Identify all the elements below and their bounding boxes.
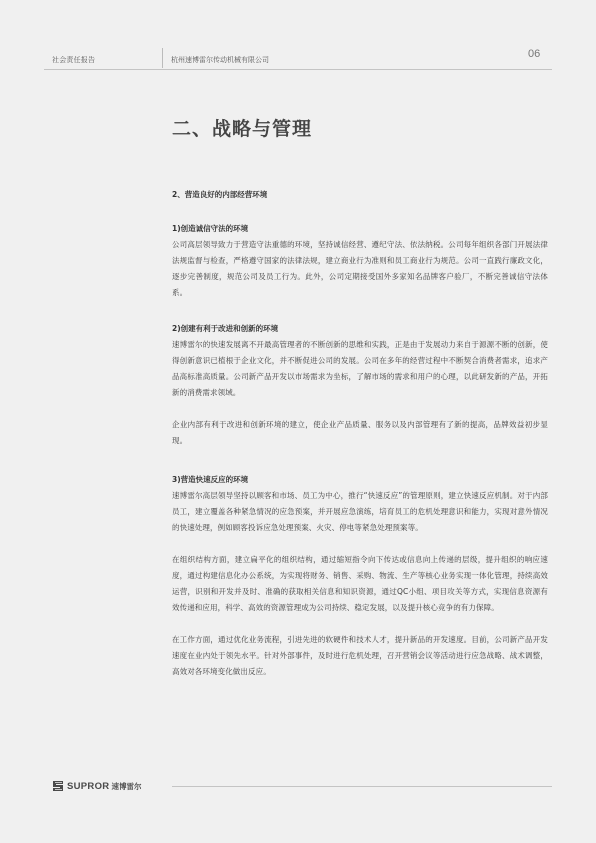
page-header — [0, 0, 596, 80]
logo-text-cn: 速博雷尔 — [111, 781, 142, 791]
subsection-title: 2、营造良好的内部经营环境 — [172, 190, 268, 199]
block-heading: 1)创造诚信守法的环境 — [172, 224, 249, 233]
paragraph: 公司高层领导致力于营造守法重德的环境，坚持诚信经营、遵纪守法、依法纳税。公司每年组织各部门开展法律法规监督与检查，严格遵守国家的法律法规，建立商业行为准则和员工商业行为规范。公司一直践行廉政文化，逐步完善制度，规范公司及员工行为。此外，公司定期接受国外多家知名品牌客户验厂，不断完善诚信守法体系。 — [172, 240, 548, 297]
footer-rule — [172, 786, 552, 787]
page-footer — [0, 775, 596, 805]
block-heading: 2)创建有利于改进和创新的环境 — [172, 324, 279, 333]
block-innovation — [172, 321, 548, 449]
block-integrity — [172, 221, 548, 301]
logo-text-en: SUPROR — [67, 780, 110, 792]
report-name: 社会责任报告 — [52, 56, 96, 64]
supror-logo-icon — [52, 780, 64, 792]
page-number: 06 — [528, 48, 541, 60]
paragraph: 企业内部有利于改进和创新环境的建立，使企业产品质量、服务以及内部管理有了新的提高，品牌效益初步显现。 — [172, 420, 548, 445]
block-heading: 3)营造快速反应的环境 — [172, 475, 249, 484]
header-rule — [44, 69, 552, 70]
company-name: 杭州速博雷尔传动机械有限公司 — [171, 56, 269, 64]
block-rapid-response — [172, 472, 548, 680]
paragraph: 速博雷尔的快速发展离不开最高管理者的不断创新的思维和实践，正是由于发展动力来自于源源不断的创新，使得创新意识已植根于企业文化，并不断促进公司的发展。公司在多年的经营过程中不断契合消费者需求，追求产品高标准高质量。公司新产品开发以市场需求为坐标，了解市场的需求和用户的心理，以此研发新的产品，开拓新的消费需求领域。 — [172, 340, 548, 397]
main-content — [172, 118, 548, 676]
header-separator — [162, 48, 163, 68]
paragraph: 在组织结构方面，建立扁平化的组织结构，通过缩短指令向下传达或信息向上传递的层级，提升组织的响应速度，通过构建信息化办公系统，为实现将财务、销售、采购、物流、生产等核心业务实现一体化管理，持续高效运营，识别和开发并及时、准确的获取相关信息和知识资源，通过QC小组、项目攻关等方式，实现信息资源有效传递和应用，科学、高效的资源管理成为公司持续、稳定发展，以及提升核心竞争的有力保障。 — [172, 555, 548, 612]
paragraph: 在工作方面，通过优化业务流程，引进先进的软硬件和技术人才，提升新品的开发速度。目前，公司新产品开发速度在业内处于领先水平。针对外部事件，及时进行危机处理，召开营销会议等活动进行应急战略、战术调整，高效对各环境变化做出反应。 — [172, 635, 548, 676]
section-title: 二、战略与管理 — [172, 118, 313, 140]
paragraph: 速博雷尔高层领导坚持以顾客和市场、员工为中心，推行“快速反应”的管理原则，建立快速反应机制。对于内部员工，建立覆盖各种紧急情况的应急预案，并开展应急演练，培育员工的危机处理意识和能力，实现对意外情况的快速处理，例如顾客投诉应急处理预案、火灾、停电等紧急处理预案等。 — [172, 491, 548, 532]
supror-logo — [52, 780, 141, 792]
